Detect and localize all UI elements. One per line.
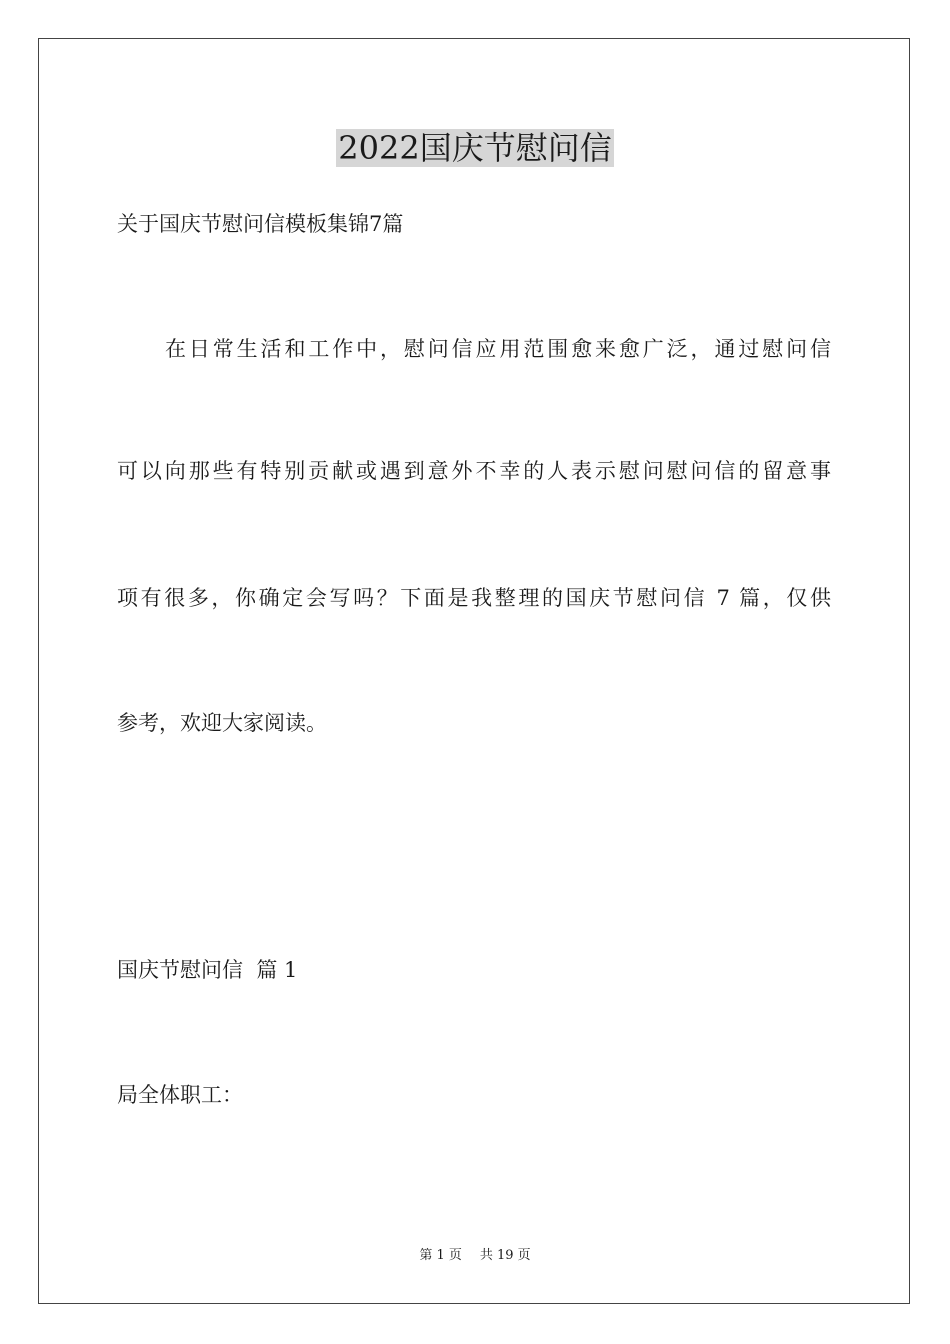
intro-line-4: 参考，欢迎大家阅读。	[117, 711, 327, 735]
page-number: 第 1 页	[419, 1248, 462, 1263]
document-title	[0, 126, 950, 170]
intro-line-2: 可以向那些有特别贡献或遇到意外不幸的人表示慰问慰问信的留意事	[117, 459, 831, 483]
section-heading: 国庆节慰问信 篇 1	[117, 958, 298, 982]
page-total: 共 19 页	[479, 1248, 531, 1263]
salutation: 局全体职工：	[117, 1083, 243, 1107]
intro-line-1: 在日常生活和工作中，慰问信应用范围愈来愈广泛，通过慰问信	[165, 337, 831, 361]
page-footer	[0, 1246, 950, 1266]
intro-line-3: 项有很多，你确定会写吗？下面是我整理的国庆节慰问信 7 篇，仅供	[117, 586, 831, 610]
document-subtitle: 关于国庆节慰问信模板集锦7篇	[117, 212, 404, 236]
document-title-text: 2022国庆节慰问信	[338, 129, 612, 167]
